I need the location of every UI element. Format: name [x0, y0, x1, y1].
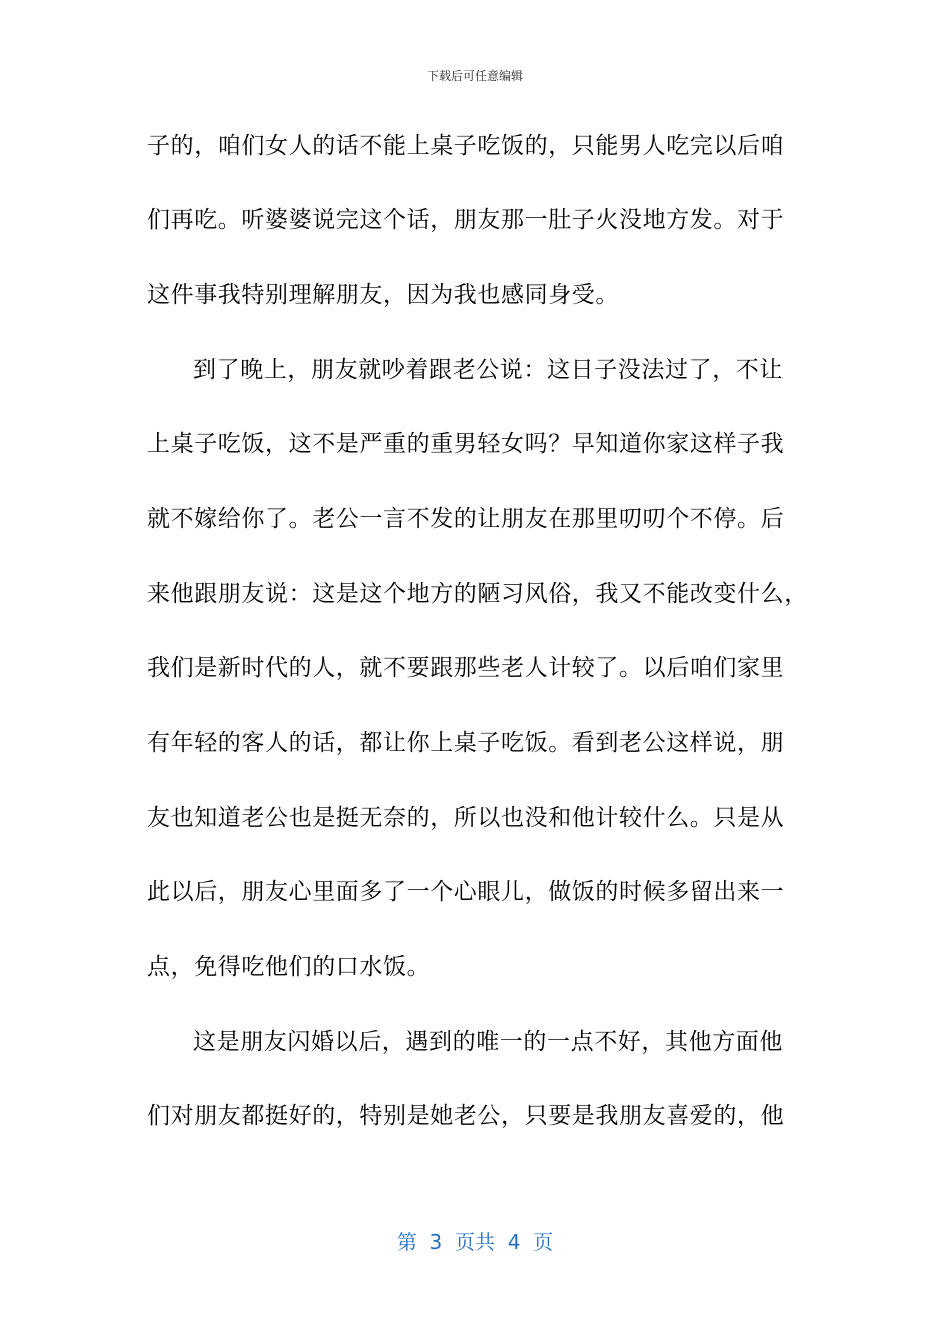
body-line-9: 有年轻的客人的话，都让你上桌子吃饭。看到老公这样说，朋 [147, 730, 785, 756]
body-line-7: 来他跟朋友说：这是这个地方的陋习风俗，我又不能改变什么， [147, 581, 808, 607]
body-line-12: 点，免得吃他们的口水饭。 [147, 954, 431, 980]
body-line-8: 我们是新时代的人，就不要跟那些老人计较了。以后咱们家里 [147, 655, 785, 681]
body-line-1: 子的，咱们女人的话不能上桌子吃饭的，只能男人吃完以后咱 [147, 133, 785, 159]
body-line-11: 此以后，朋友心里面多了一个心眼儿，做饭的时候多留出来一 [147, 879, 785, 905]
paragraph-start-line: 到了晚上，朋友就吵着跟老公说：这日子没法过了，不让 [193, 357, 783, 383]
body-line-6: 就不嫁给你了。老公一言不发的让朋友在那里叨叨个不停。后 [147, 506, 785, 532]
body-line-3: 这件事我特别理解朋友，因为我也感同身受。 [147, 282, 619, 308]
page-number-footer: 第 3 页共 4 页 [396, 1230, 554, 1254]
body-line-5: 上桌子吃饭，这不是严重的重男轻女吗？早知道你家这样子我 [147, 431, 785, 457]
body-line-14: 们对朋友都挺好的，特别是她老公，只要是我朋友喜爱的，他 [147, 1103, 785, 1129]
body-line-10: 友也知道老公也是挺无奈的，所以也没和他计较什么。只是从 [147, 805, 785, 831]
paragraph-start-line: 这是朋友闪婚以后，遇到的唯一的一点不好，其他方面他 [193, 1029, 783, 1055]
body-line-2: 们再吃。听婆婆说完这个话，朋友那一肚子火没地方发。对于 [147, 207, 785, 233]
header-note: 下载后可任意编辑 [426, 69, 523, 83]
